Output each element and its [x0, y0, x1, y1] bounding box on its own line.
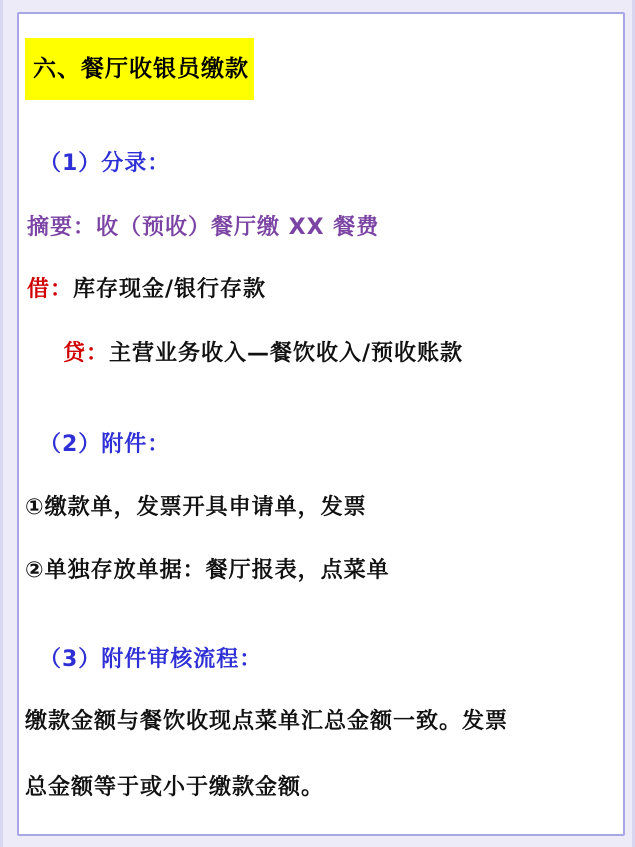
credit-line: [63, 336, 463, 367]
content-panel: [17, 12, 625, 836]
credit-label: 贷：: [63, 341, 110, 366]
page-title: 六、餐厅收银员缴款: [25, 38, 254, 100]
section-title-entries: （1）分录：: [39, 151, 171, 176]
process-text-line: 缴款金额与餐饮收现点菜单汇总金额一致。发票: [25, 709, 509, 734]
process-text-line: 总金额等于或小于缴款金额。: [25, 775, 325, 800]
section-title-review-process: （3）附件审核流程：: [39, 647, 263, 672]
debit-text: 库存现金/银行存款: [73, 277, 267, 302]
attachment-item: ①缴款单，发票开具申请单，发票: [25, 495, 367, 520]
section-title-attachments: （2）附件：: [39, 432, 171, 457]
entry-summary: 摘要：收（预收）餐厅缴 XX 餐费: [27, 215, 380, 240]
debit-line: [27, 272, 266, 303]
debit-label: 借：: [27, 277, 74, 302]
attachment-item: ②单独存放单据：餐厅报表，点菜单: [25, 558, 390, 583]
credit-text: 主营业务收入—餐饮收入/预收账款: [109, 341, 464, 366]
